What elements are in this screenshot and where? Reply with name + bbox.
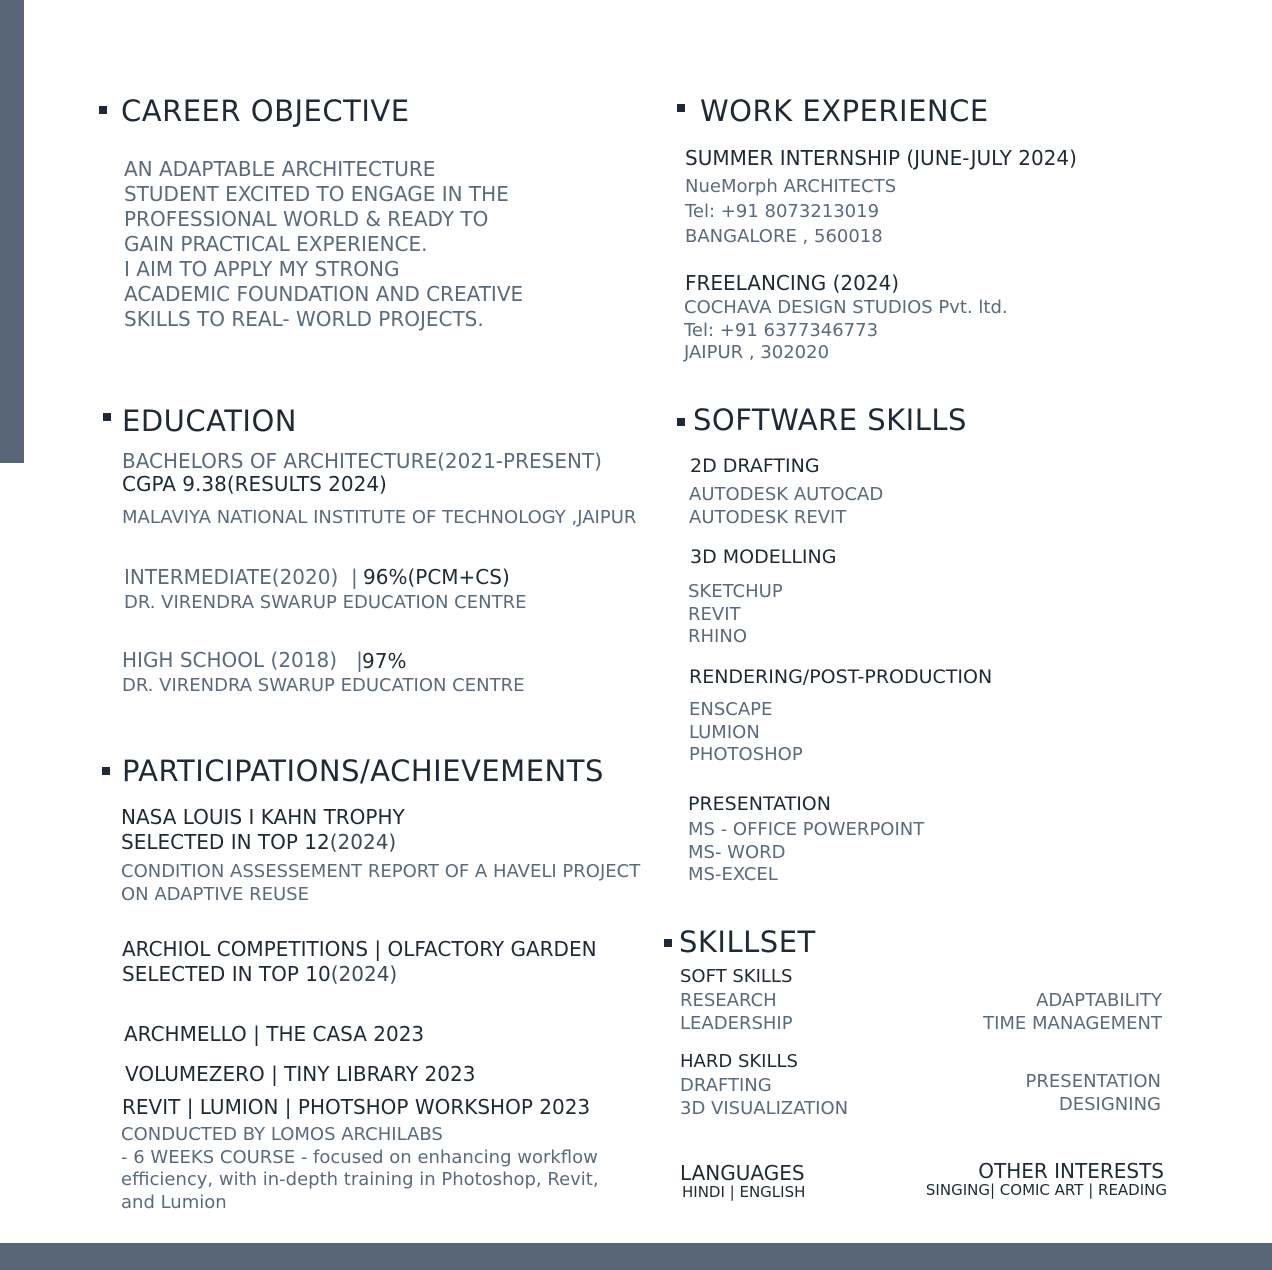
- rendering-title: RENDERING/POST-PRODUCTION: [689, 666, 993, 688]
- highschool-school: DR. VIRENDRA SWARUP EDUCATION CENTRE: [122, 675, 525, 696]
- achievements-bullet: [102, 767, 110, 775]
- volumezero-entry: VOLUMEZERO | TINY LIBRARY 2023: [125, 1062, 476, 1086]
- software-skills-bullet: [677, 418, 685, 426]
- archmello-entry: ARCHMELLO | THE CASA 2023: [124, 1022, 425, 1046]
- presentation-title: PRESENTATION: [688, 793, 831, 815]
- career-objective-text: AN ADAPTABLE ARCHITECTURE STUDENT EXCITED TO ENGAGE IN THE PROFESSIONAL WORLD & READY TO GAIN PRACTICAL EXPERIENCE. I AIM TO APPLY MY STRONG ACADEMIC FOUNDATION AND CREATIVE SKILLS TO REAL- WORLD PROJECTS.: [124, 157, 524, 331]
- internship-title: SUMMER INTERNSHIP (JUNE-JULY 2024): [685, 146, 1077, 170]
- intermediate-score: 96%(PCM+CS): [363, 565, 510, 589]
- languages-list: HINDI | ENGLISH: [682, 1183, 806, 1201]
- workshop-title: REVIT | LUMION | PHOTSHOP WORKSHOP 2023: [122, 1095, 591, 1119]
- hard-skills-right: PRESENTATION DESIGNING: [1025, 1071, 1161, 1115]
- freelance-title: FREELANCING (2024): [685, 271, 900, 295]
- archiol-selected: [122, 964, 397, 984]
- archiol-selected-text: SELECTED IN TOP 10: [122, 962, 331, 986]
- nasa-year: (2024): [329, 830, 397, 854]
- modelling-title: 3D MODELLING: [690, 546, 837, 568]
- highschool-score: 97%: [362, 649, 407, 673]
- hard-skills-title: HARD SKILLS: [680, 1051, 798, 1072]
- archiol-title: ARCHIOL COMPETITIONS | OLFACTORY GARDEN: [122, 937, 597, 961]
- soft-skills-left: RESEARCH LEADERSHIP: [680, 990, 793, 1034]
- career-objective-bullet: [99, 106, 107, 114]
- achievements-heading: PARTICIPATIONS/ACHIEVEMENTS: [122, 754, 604, 788]
- internship-details: NueMorph ARCHITECTS Tel: +91 8073213019 BANGALORE , 560018: [685, 176, 897, 247]
- intermediate-school: DR. VIRENDRA SWARUP EDUCATION CENTRE: [124, 592, 527, 613]
- freelance-details: COCHAVA DESIGN STUDIOS Pvt. ltd. Tel: +91 6377346773 JAIPUR , 302020: [684, 297, 1008, 363]
- highschool-label: HIGH SCHOOL (2018) |: [122, 648, 363, 672]
- languages-title: LANGUAGES: [680, 1161, 805, 1185]
- skillset-bullet: [664, 939, 672, 947]
- nasa-description: CONDITION ASSESSEMENT REPORT OF A HAVELI PROJECT ON ADAPTIVE REUSE: [121, 861, 641, 905]
- interests-list: SINGING| COMIC ART | READING: [925, 1181, 1167, 1199]
- workshop-description: CONDUCTED BY LOMOS ARCHILABS - 6 WEEKS COURSE - focused on enhancing workflow efficiency, with in-depth training in Photoshop, Revit, and Lumion: [121, 1124, 599, 1213]
- archiol-year: (2024): [330, 962, 398, 986]
- drafting-title: 2D DRAFTING: [690, 455, 820, 477]
- skillset-heading: SKILLSET: [679, 925, 816, 959]
- modelling-items: SKETCHUP REVIT RHINO: [688, 581, 783, 647]
- intermediate-label: INTERMEDIATE(2020) |: [124, 565, 358, 589]
- side-accent-bar: [0, 0, 24, 463]
- work-experience-bullet: [677, 104, 685, 112]
- nasa-title: NASA LOUIS I KAHN TROPHY: [121, 805, 405, 829]
- bottom-accent-bar: [0, 1243, 1272, 1270]
- soft-skills-title: SOFT SKILLS: [680, 966, 793, 987]
- education-bullet: [103, 413, 111, 421]
- drafting-items: AUTODESK AUTOCAD AUTODESK REVIT: [689, 484, 884, 528]
- education-heading: EDUCATION: [122, 404, 298, 438]
- bachelors-degree: BACHELORS OF ARCHITECTURE(2021-PRESENT): [122, 449, 602, 473]
- soft-skills-right: ADAPTABILITY TIME MANAGEMENT: [983, 990, 1162, 1034]
- work-experience-heading: WORK EXPERIENCE: [700, 94, 989, 128]
- interests-title: OTHER INTERESTS: [978, 1159, 1164, 1183]
- rendering-items: ENSCAPE LUMION PHOTOSHOP: [689, 699, 803, 765]
- software-skills-heading: SOFTWARE SKILLS: [693, 403, 967, 437]
- nasa-selected-text: SELECTED IN TOP 12: [121, 830, 330, 854]
- college-name: MALAVIYA NATIONAL INSTITUTE OF TECHNOLOGY ,JAIPUR: [122, 507, 637, 528]
- cgpa: CGPA 9.38(RESULTS 2024): [122, 472, 387, 496]
- hard-skills-left: DRAFTING 3D VISUALIZATION: [680, 1075, 849, 1119]
- presentation-items: MS - OFFICE POWERPOINT MS- WORD MS-EXCEL: [688, 819, 925, 885]
- nasa-selected: [121, 832, 396, 852]
- career-objective-heading: CAREER OBJECTIVE: [121, 94, 410, 128]
